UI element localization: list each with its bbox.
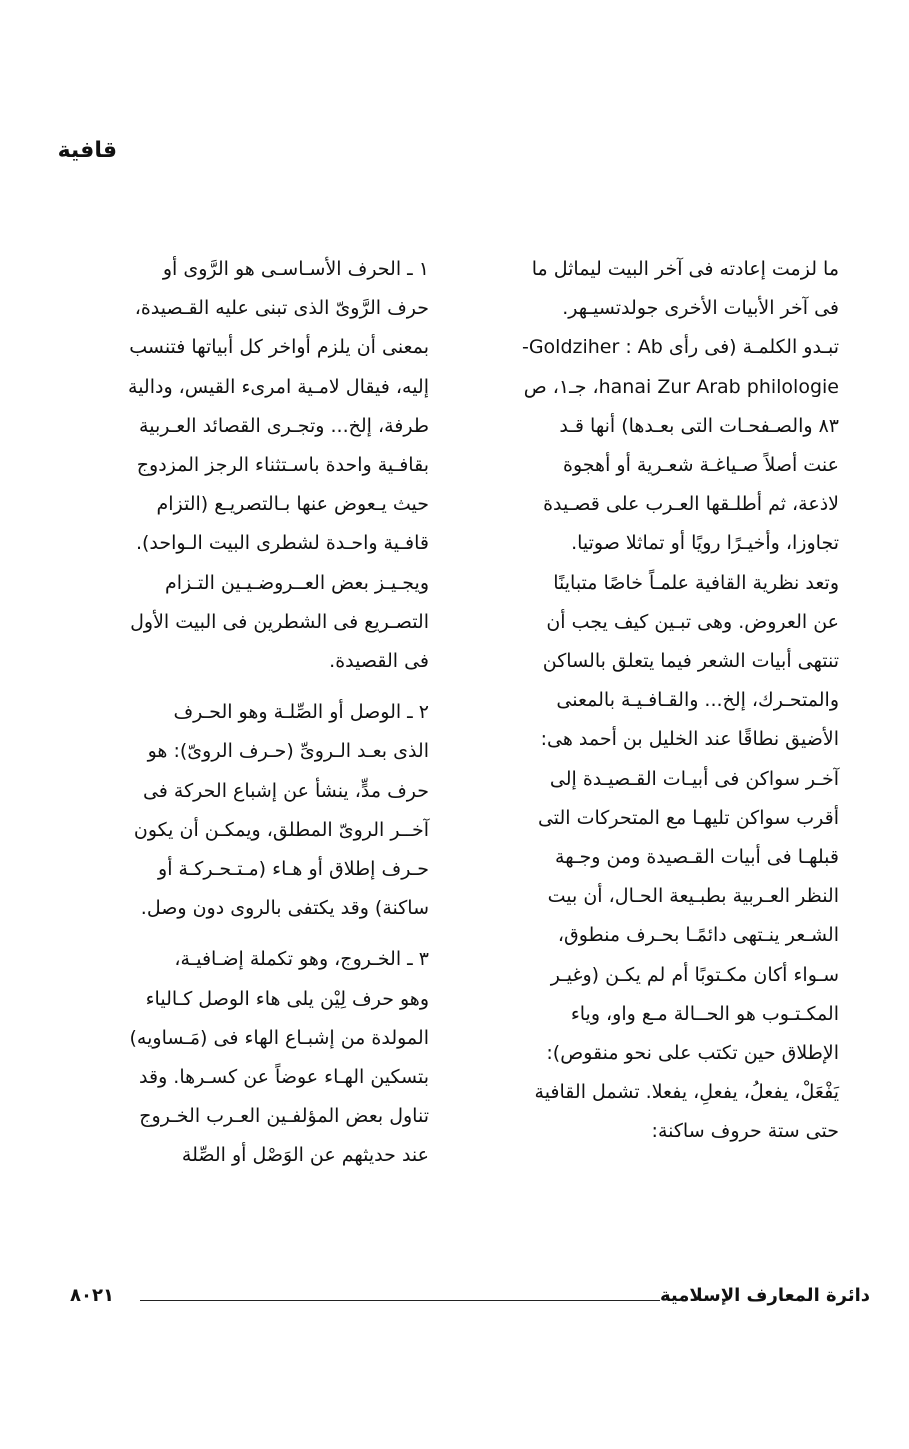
paragraph-khuruj — [71, 940, 429, 1175]
text-line: عند حديثهم عن الوَصْل أو الصِّلة — [181, 1144, 429, 1167]
page-header-title: قافية — [57, 138, 117, 163]
footer-divider — [140, 1300, 660, 1301]
paragraph-wasl — [71, 693, 429, 928]
text-line: بتسكين الهـاء عوضاً عن كسـرها. وقد — [139, 1066, 429, 1089]
text-line: التصـريع فى الشطرين فى البيت الأول — [130, 610, 429, 633]
text-line: hanai Zur Arab philologie، جـ١، ص — [523, 375, 839, 398]
text-line: ١ ـ الحرف الأسـاسـى هو الرَّوى أو — [162, 258, 429, 280]
text-line: الإطلاق حين تكتب على نحو منقوص): — [546, 1042, 839, 1065]
text-line: حرف الرَّوىّ الذى تبنى عليه القـصيدة، — [134, 297, 429, 320]
text-line: تبـدو الكلمـة (فى رأى Goldziher : Ab- — [521, 336, 839, 359]
text-line: الأضيق نطاقًا عند الخليل بن أحمد هى: — [540, 728, 839, 751]
text-line: أقرب سواكن تليهـا مع المتحركات التى — [537, 806, 839, 829]
text-line: يَفْعَلْ، يفعلُ، يفعلِ، يفعلا. تشمل القافية — [534, 1081, 839, 1104]
text-line: عنت أصلاً صـياغـة شعـرية أو أهجوة — [563, 454, 839, 477]
text-line: حـرف إطلاق أو هـاء (مـتـحـركـة أو — [158, 858, 429, 881]
text-line: لاذعة، ثم أطلـقها العـرب على قصـيدة — [543, 493, 839, 516]
page-footer — [70, 1285, 870, 1315]
text-line: ٣ ـ الخـروج، وهو تكملة إضـافيـة، — [174, 948, 429, 971]
paragraph-rawi — [71, 250, 429, 681]
right-column — [479, 250, 839, 1152]
text-line: النظر العـربية بطبـيعة الحـال، أن بيت — [547, 885, 839, 908]
text-line: تناول بعض المؤلفـين العـرب الخـروج — [139, 1105, 429, 1128]
text-line: ما لزمت إعادته فى آخر البيت ليماثل ما — [531, 258, 839, 280]
text-line: بقافـية واحدة باسـتثناء الرجز المزدوج — [136, 454, 429, 477]
text-line: تجاوزا، وأخيـرًا رويًا أو تماثلا صوتيا. — [571, 532, 839, 555]
text-line: إليه، فيقال لامـية امرىء القيس، ودالية — [128, 375, 429, 398]
text-line: حتى ستة حروف ساكنة: — [651, 1120, 839, 1143]
text-line: آخـر سواكن فى أبيـات القـصيـدة إلى — [549, 767, 839, 790]
text-line: ويجـيـز بعض العــروضـيـين التـزام — [164, 571, 429, 594]
text-line: طرفة، إلخ... وتجـرى القصائد العـربية — [139, 414, 429, 437]
text-line: عن العروض. وهى تبـين كيف يجب أن — [546, 610, 839, 633]
text-line: فى آخر الأبيات الأخرى جولدتسيـهر. — [562, 297, 839, 320]
text-line: فى القصيدة. — [329, 650, 429, 673]
text-line: تنتهى أبيات الشعر فيما يتعلق بالساكن — [542, 650, 839, 673]
text-line: المكـتـوب هو الحــالة مـع واو، وياء — [570, 1002, 839, 1025]
text-line: قبلهـا فى أبيات القـصيدة ومن وجـهة — [555, 846, 839, 869]
text-line: قافـية واحـدة لشطرى البيت الـواحد). — [135, 532, 429, 555]
text-line: آخــر الروىّ المطلق، ويمكـن أن يكون — [133, 818, 429, 841]
text-line: حرف مدٍّ، ينشأ عن إشباع الحركة فى — [142, 779, 429, 802]
text-line: ٨٣ والصـفحـات التى بعـدها) أنها قـد — [559, 414, 839, 437]
text-line: الذى بعـد الـروىِّ (حـرف الروىّ): هو — [147, 740, 429, 763]
text-line: الشـعر ينـتهى دائمًـا بحـرف منطوق، — [557, 924, 839, 947]
text-line: المولدة من إشبـاع الهاء فى (مَـساويه) — [129, 1026, 429, 1049]
text-line: سـواء أكان مكـتوبًا أم لم يكـن (وغيـر — [550, 963, 839, 986]
text-line: حيث يـعوض عنها بـالتصريـع (التزام — [156, 493, 429, 516]
text-line: وتعد نظرية القافية علمـاً خاصًا متباينًا — [553, 571, 839, 594]
text-line: ٢ ـ الوصل أو الصِّلـة وهو الحـرف — [173, 701, 429, 724]
footer-publication-title: دائرة المعارف الإسلامية — [659, 1285, 870, 1306]
text-line: والمتحـرك، إلخ... والقـافـيـة بالمعنى — [556, 689, 839, 712]
page-number: ٨٠٢١ — [70, 1285, 114, 1306]
text-line: بمعنى أن يلزم أواخر كل أبياتها فتنسب — [129, 336, 429, 359]
text-line: ساكنة) وقد يكتفى بالروى دون وصل. — [140, 897, 429, 920]
left-column — [71, 250, 429, 1188]
text-line: وهو حرف لِيْن يلى هاء الوصل كـالياء — [145, 987, 429, 1010]
